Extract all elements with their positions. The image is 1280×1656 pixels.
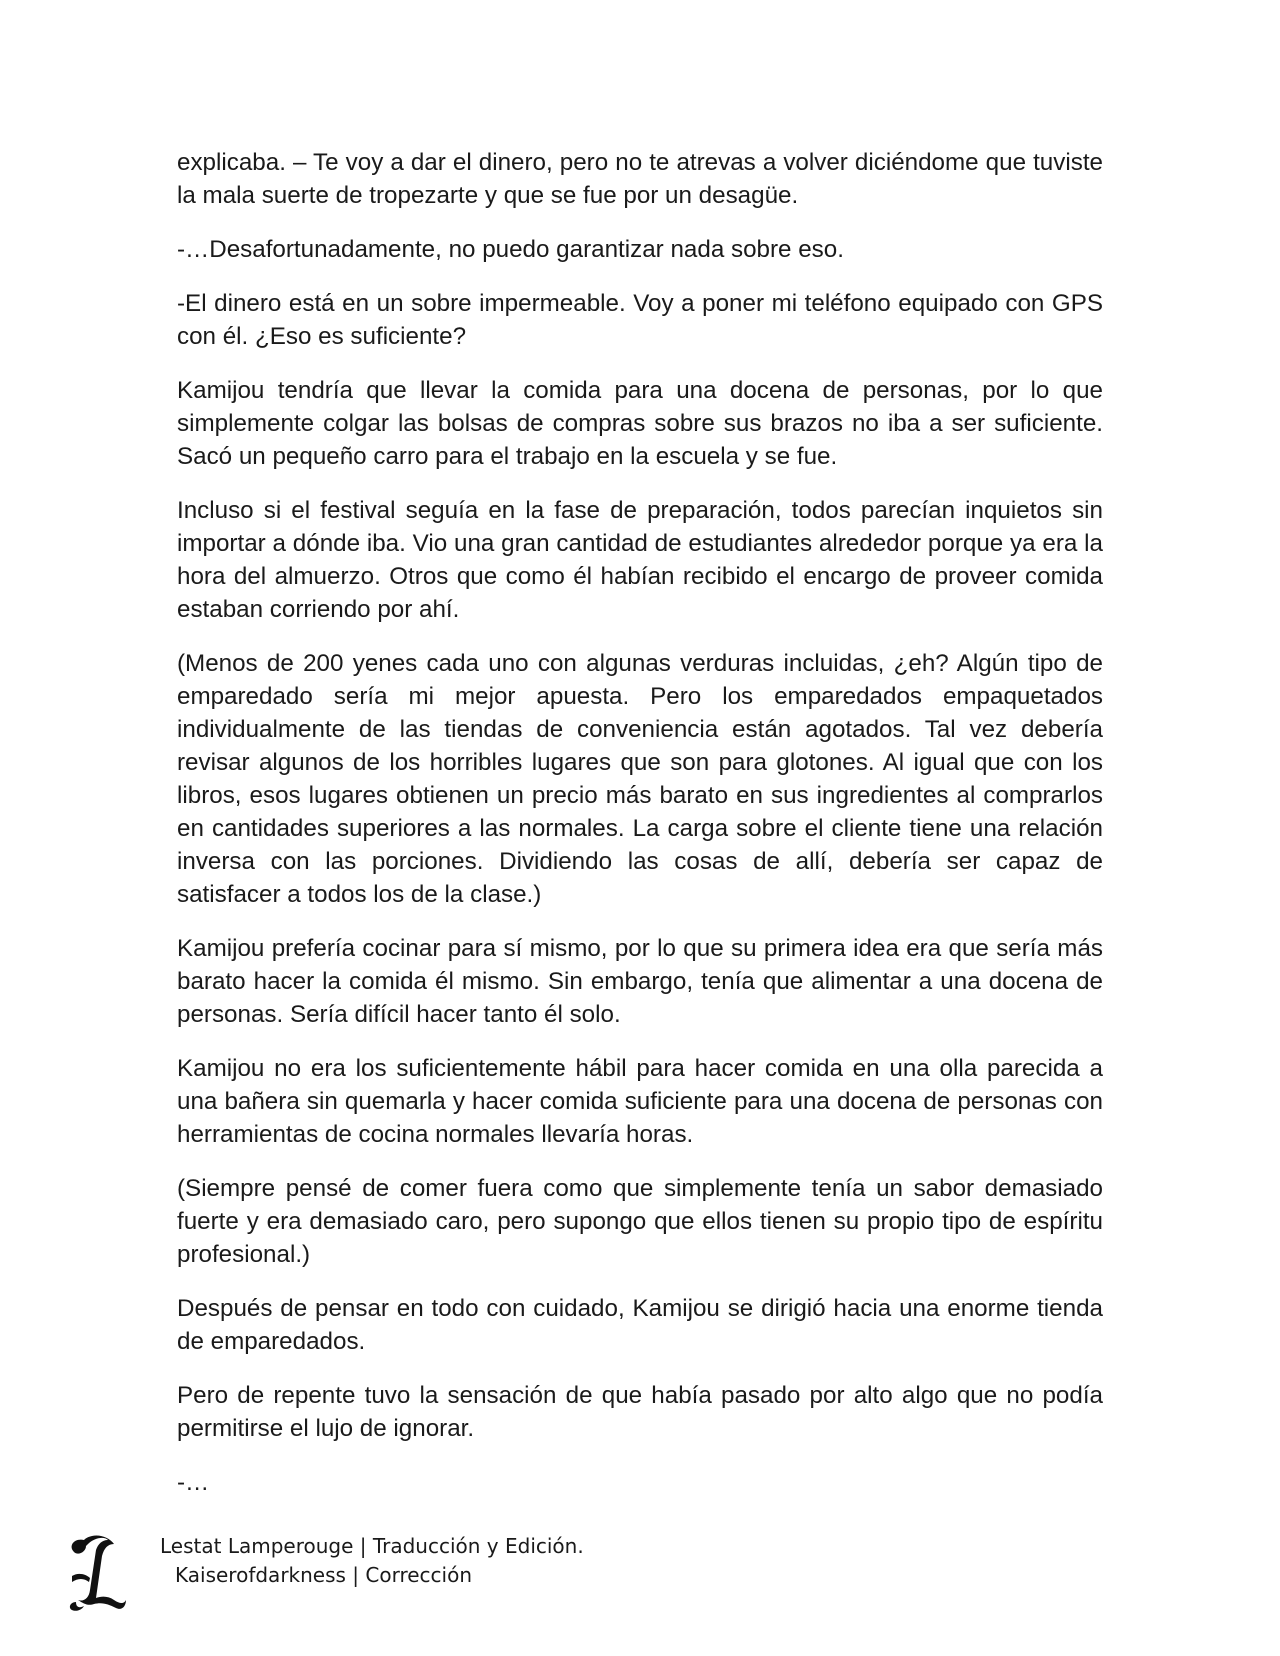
- paragraph-7: Kamijou prefería cocinar para sí mismo, por lo que su primera idea era que sería más barato hacer la comida él mismo. Sin embargo, tenía que alimentar a una docena de personas. Sería difícil hacer tanto él solo.: [177, 935, 1103, 1028]
- paragraph-8: Kamijou no era los suficientemente hábil para hacer comida en una olla parecida a una bañera sin quemarla y hacer comida suficiente para una docena de personas con herramientas de cocina normales llevaría horas.: [177, 1055, 1103, 1148]
- translator-logo: [64, 1532, 130, 1614]
- paragraph-3: -El dinero está en un sobre impermeable. Voy a poner mi teléfono equipado con GPS con él. ¿Eso es suficiente?: [177, 290, 1103, 350]
- paragraph-5: Incluso si el festival seguía en la fase de preparación, todos parecían inquietos sin importar a dónde iba. Vio una gran cantidad de estudiantes alrededor porque ya era la hora del almuerzo. Otros que como él habían recibido el encargo de proveer comida estaban corriendo por ahí.: [177, 497, 1103, 623]
- paragraph-4: Kamijou tendría que llevar la comida para una docena de personas, por lo que simplemente colgar las bolsas de compras sobre sus brazos no iba a ser suficiente. Sacó un pequeño carro para el trabajo en la escuela y se fue.: [177, 377, 1103, 470]
- gothic-l-logo-icon: [64, 1532, 130, 1614]
- paragraph-1: explicaba. – Te voy a dar el dinero, pero no te atrevas a volver diciéndome que tuviste la mala suerte de tropezarte y que se fue por un desagüe.: [177, 149, 1103, 209]
- paragraph-10: Después de pensar en todo con cuidado, Kamijou se dirigió hacia una enorme tienda de emparedados.: [177, 1295, 1103, 1355]
- footer-credits: [160, 1532, 584, 1590]
- paragraph-11: Pero de repente tuvo la sensación de que había pasado por alto algo que no podía permitirse el lujo de ignorar.: [177, 1382, 1103, 1442]
- credit-line-correction: Kaiserofdarkness | Corrección: [175, 1563, 473, 1587]
- paragraph-6: (Menos de 200 yenes cada uno con algunas verduras incluidas, ¿eh? Algún tipo de emparedado sería mi mejor apuesta. Pero los emparedados empaquetados individualmente de las tiendas de conveniencia están agotados. Tal vez debería revisar algunos de los horribles lugares que son para glotones. Al igual que con los libros, esos lugares obtienen un precio más barato en sus ingredientes al comprarlos en cantidades superiores a las normales. La carga sobre el cliente tiene una relación inversa con las porciones. Dividiendo las cosas de allí, debería ser capaz de satisfacer a todos los de la clase.): [177, 650, 1103, 908]
- paragraph-2: -…Desafortunadamente, no puedo garantizar nada sobre eso.: [177, 236, 844, 263]
- paragraph-9: (Siempre pensé de comer fuera como que simplemente tenía un sabor demasiado fuerte y era demasiado caro, pero supongo que ellos tienen su propio tipo de espíritu profesional.): [177, 1175, 1103, 1268]
- credit-line-translation: Lestat Lamperouge | Traducción y Edición.: [160, 1534, 584, 1558]
- paragraph-12: -…: [177, 1469, 210, 1496]
- document-body: [177, 146, 1103, 1520]
